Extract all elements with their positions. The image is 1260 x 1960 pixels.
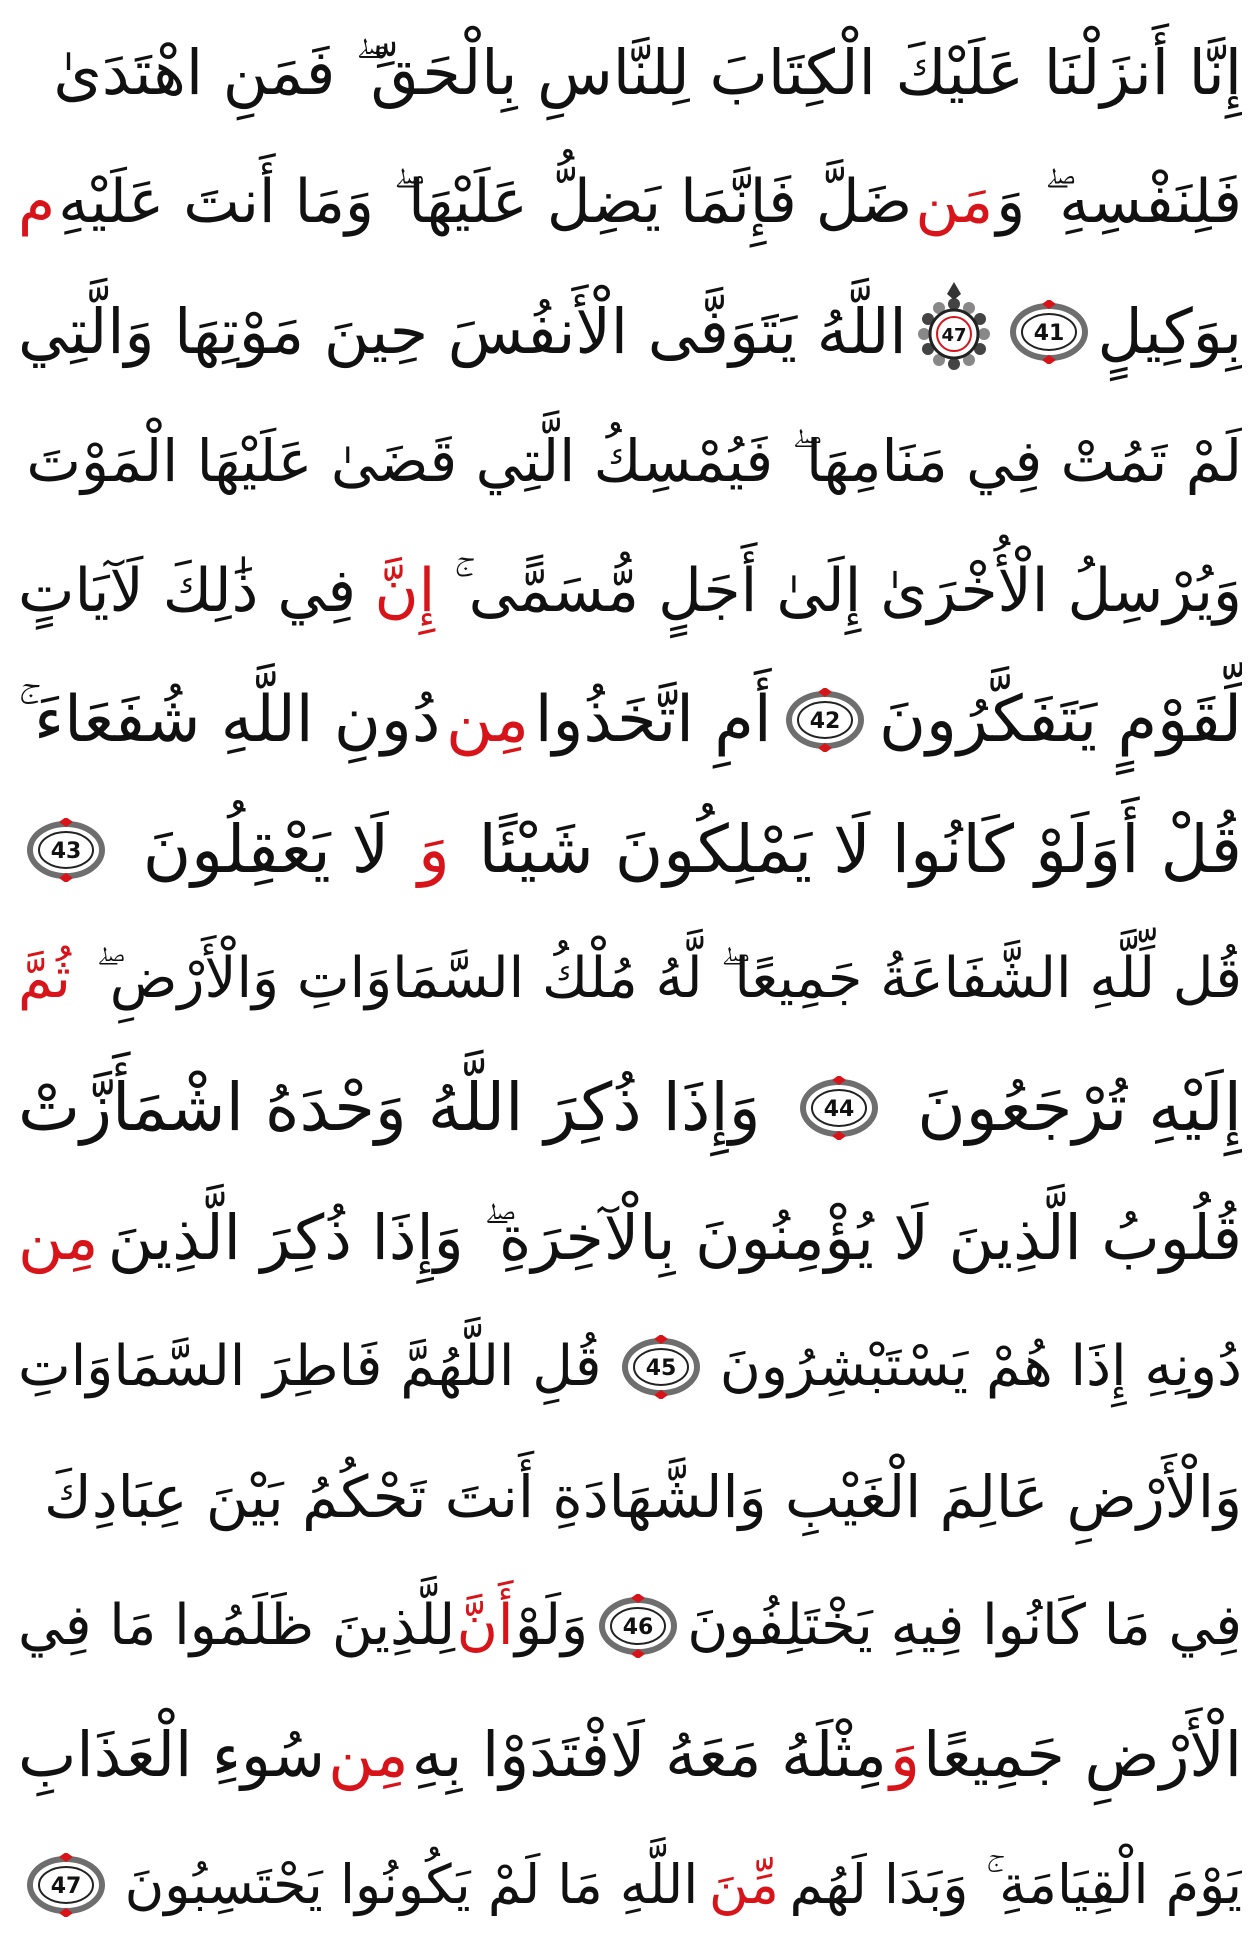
ayah-number: 46 bbox=[622, 1615, 653, 1641]
ayah-number: 43 bbox=[50, 838, 82, 864]
ayah-number: 41 bbox=[1033, 320, 1065, 346]
hizb-ornament bbox=[915, 280, 993, 384]
verse-line bbox=[18, 1438, 1242, 1556]
verse-text: قُلُوبُ الَّذِينَ لَا يُؤْمِنُونَ بِالْآخِرَةِ ۖ وَإِذَا ذُكِرَ الَّذِينَ bbox=[107, 1200, 1242, 1274]
tajweed-highlight-text: م bbox=[18, 167, 56, 238]
tajweed-highlight-text: أَنَّ bbox=[456, 1593, 514, 1659]
ayah-number-marker bbox=[619, 1335, 703, 1399]
verse-line bbox=[18, 532, 1242, 650]
ayah-number-marker bbox=[24, 1853, 108, 1917]
verse-text: لِّقَوْمٍ يَتَفَكَّرُونَ bbox=[879, 683, 1242, 758]
tajweed-highlight-text: مَن bbox=[915, 167, 994, 238]
verse-text: إِلَيْهِ تُرْجَعُونَ bbox=[917, 1069, 1242, 1147]
verse-text: لِلَّذِينَ ظَلَمُوا مَا فِي bbox=[18, 1593, 456, 1659]
verse-text: فَلِنَفْسِهِ ۖ وَ bbox=[996, 167, 1242, 238]
verse-line bbox=[18, 1308, 1242, 1426]
ayah-number-marker bbox=[24, 818, 108, 882]
verse-text: دُونِهِ إِذَا هُمْ يَسْتَبْشِرُونَ bbox=[719, 1334, 1242, 1400]
verse-text: سُوءِ الْعَذَابِ bbox=[18, 1718, 326, 1792]
verse-text: الْأَرْضِ جَمِيعًا bbox=[923, 1718, 1242, 1792]
verse-text: فِي ذَٰلِكَ لَآيَاتٍ bbox=[18, 555, 357, 626]
verse-line bbox=[18, 273, 1242, 391]
verse-text: قُلْ أَوَلَوْ كَانُوا لَا يَمْلِكُونَ شَيْئًا bbox=[478, 810, 1242, 888]
tajweed-highlight-text: مِن bbox=[446, 683, 530, 758]
verse-text: بِوَكِيلٍ bbox=[1097, 294, 1242, 368]
ayah-number: 45 bbox=[645, 1356, 676, 1382]
verse-text: قُلِ اللَّهُمَّ فَاطِرَ السَّمَاوَاتِ bbox=[18, 1334, 602, 1400]
verse-line bbox=[18, 402, 1242, 520]
ayah-number-marker bbox=[1007, 300, 1091, 364]
tajweed-highlight-text: مِّنَ bbox=[708, 1852, 779, 1916]
verse-text: وَإِذَا ذُكِرَ اللَّهُ وَحْدَهُ اشْمَأَزَّتْ bbox=[18, 1069, 761, 1147]
verse-text: إِنَّا أَنزَلْنَا عَلَيْكَ الْكِتَابَ لِلنَّاسِ بِالْحَقِّ ۖ فَمَنِ اهْتَدَىٰ bbox=[53, 36, 1242, 109]
verse-lines bbox=[18, 14, 1242, 1944]
ayah-number: 42 bbox=[810, 709, 841, 735]
verse-text: دُونِ اللَّهِ شُفَعَاءَ ۚ bbox=[18, 683, 441, 758]
verse-text: فِي مَا كَانُوا فِيهِ يَخْتَلِفُونَ bbox=[687, 1593, 1242, 1659]
ayah-number-marker bbox=[797, 1076, 881, 1140]
verse-line bbox=[18, 143, 1242, 261]
ayah-number-marker bbox=[783, 688, 867, 752]
verse-text: لَمْ تَمُتْ فِي مَنَامِهَا ۖ فَيُمْسِكُ الَّتِي قَضَىٰ عَلَيْهَا الْمَوْتَ bbox=[26, 427, 1242, 496]
verse-line bbox=[18, 1696, 1242, 1814]
verse-text: وَالْأَرْضِ عَالِمَ الْغَيْبِ وَالشَّهَادَةِ أَنتَ تَحْكُمُ بَيْنَ عِبَادِكَ bbox=[44, 1462, 1242, 1531]
ayah-number: 47 bbox=[50, 1873, 82, 1899]
tajweed-highlight-text: ثُمَّ bbox=[18, 945, 71, 1011]
verse-text: مِثْلَهُ مَعَهُ لَافْتَدَوْا بِهِ bbox=[411, 1718, 887, 1792]
hizb-number: 47 bbox=[941, 324, 967, 346]
verse-line bbox=[18, 1826, 1242, 1944]
verse-text: ضَلَّ فَإِنَّمَا يَضِلُّ عَلَيْهَا ۖ وَمَا أَنتَ عَلَيْهِ bbox=[58, 167, 913, 238]
verse-text: أَمِ اتَّخَذُوا bbox=[534, 683, 772, 758]
tajweed-highlight-text: وَ bbox=[418, 810, 450, 888]
ayah-number: 44 bbox=[823, 1097, 855, 1123]
tajweed-highlight-text: إِنَّ bbox=[374, 555, 436, 626]
verse-line bbox=[18, 791, 1242, 909]
verse-text: اللَّهِ مَا لَمْ يَكُونُوا يَحْتَسِبُونَ bbox=[124, 1852, 699, 1916]
tajweed-highlight-text: وَ bbox=[890, 1718, 920, 1792]
verse-line bbox=[18, 920, 1242, 1038]
verse-text: قُل لِّلَّهِ الشَّفَاعَةُ جَمِيعًا ۖ لَّهُ مُلْكُ السَّمَاوَاتِ وَالْأَرْضِ ۖ bbox=[95, 945, 1242, 1011]
verse-text: اللَّهُ يَتَوَفَّى الْأَنفُسَ حِينَ مَوْتِهَا وَالَّتِي bbox=[18, 294, 907, 368]
verse-line bbox=[18, 14, 1242, 132]
verse-text: لَا يَعْقِلُونَ bbox=[142, 810, 390, 888]
verse-line bbox=[18, 661, 1242, 779]
verse-line bbox=[18, 1179, 1242, 1297]
verse-text: وَلَوْ bbox=[515, 1593, 589, 1659]
verse-text: يَوْمَ الْقِيَامَةِ ۚ وَبَدَا لَهُم bbox=[789, 1852, 1242, 1916]
verse-text: وَيُرْسِلُ الْأُخْرَىٰ إِلَىٰ أَجَلٍ مُّسَمًّى ۚ bbox=[453, 555, 1242, 626]
verse-line bbox=[18, 1567, 1242, 1685]
tajweed-highlight-text: مِن bbox=[328, 1718, 409, 1792]
ayah-number-marker bbox=[596, 1594, 680, 1658]
verse-line bbox=[18, 1049, 1242, 1167]
tajweed-highlight-text: مِن bbox=[18, 1200, 99, 1274]
